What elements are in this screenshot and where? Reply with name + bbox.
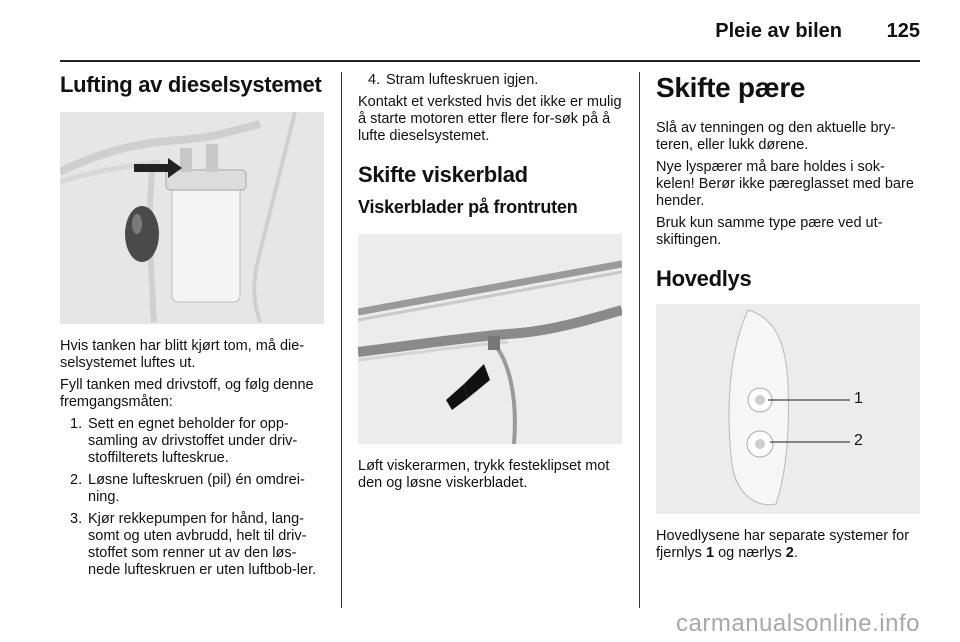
diesel-steps xyxy=(60,416,328,579)
step-text: Kjør rekkepumpen for hånd, lang-somt og uten avbrudd, helt til driv-stoffet som renner ut av den løs-nede lufteskruen er uten luftbob-ler. xyxy=(88,511,317,578)
step-text: Løsne lufteskruen (pil) én omdrei-ning. xyxy=(88,472,305,505)
step-item xyxy=(60,472,328,506)
diesel-heading: Lufting av dieselsystemet xyxy=(60,72,322,97)
column-bulb xyxy=(656,72,922,567)
bulb-heading: Skifte pære xyxy=(656,72,806,103)
workshop-paragraph: Kontakt et verksted hvis det ikke er mulig å starte motoren etter flere for-søk på å lufte dieselsystemet. xyxy=(358,94,622,144)
step-number: 4. xyxy=(368,72,381,88)
column-wiper xyxy=(358,72,626,497)
bulb-paragraph-3: Bruk kun samme type pære ved ut-skiftingen. xyxy=(656,215,883,248)
fuel-filter-drawing xyxy=(60,112,324,324)
step-number: 3. xyxy=(70,511,83,527)
step-number: 1. xyxy=(70,416,83,432)
bulb-paragraph-1: Slå av tenningen og den aktuelle bry-teren, eller lukk dørene. xyxy=(656,120,896,153)
headlight-image xyxy=(656,304,920,514)
headlight-heading: Hovedlys xyxy=(656,266,752,291)
caption-text: Hovedlysene har separate systemer for fjernlys xyxy=(656,528,910,561)
wiper-drawing xyxy=(358,234,622,444)
step-number: 2. xyxy=(70,472,83,488)
diesel-paragraph-2: Fyll tanken med drivstoff, og følg denne fremgangsmåten: xyxy=(60,377,314,410)
wiper-caption: Løft viskerarmen, trykk festeklipset mot den og løsne viskerbladet. xyxy=(358,458,610,491)
step-text: Sett en egnet beholder for opp-samling av drivstoffet under driv-stoffilterets lufteskrue. xyxy=(88,416,298,466)
callout-2: 2 xyxy=(854,432,863,449)
step-item xyxy=(60,416,328,467)
column-diesel-bleeding xyxy=(60,72,328,584)
diesel-paragraph-1: Hvis tanken har blitt kjørt tom, må die-selsystemet luftes ut. xyxy=(60,338,305,371)
watermark-text: carmanualsonline.info xyxy=(676,610,920,637)
step-item xyxy=(60,511,328,579)
section-title: Pleie av bilen xyxy=(715,20,842,42)
bulb-paragraph-2: Nye lyspærer må bare holdes i sok-kelen! Berør ikke pæreglasset med bare hender. xyxy=(656,159,914,209)
column-divider-1 xyxy=(341,72,342,608)
column-divider-2 xyxy=(639,72,640,608)
header-divider xyxy=(60,60,920,62)
caption-ref-1: 1 xyxy=(705,545,715,561)
fuel-filter-image xyxy=(60,112,324,324)
step-item xyxy=(358,72,626,89)
step-text: Stram lufteskruen igjen. xyxy=(386,72,539,88)
caption-text: og nærlys xyxy=(714,545,786,561)
page-number: 125 xyxy=(886,20,920,42)
wiper-image xyxy=(358,234,622,444)
callout-1: 1 xyxy=(854,390,863,407)
headlight-drawing xyxy=(656,304,920,514)
caption-ref-2: 2 xyxy=(785,545,794,561)
caption-text: . xyxy=(793,545,798,561)
wiper-heading: Skifte viskerblad xyxy=(358,162,528,187)
page-header xyxy=(0,0,960,62)
diesel-steps-continued xyxy=(358,72,626,89)
headlight-caption xyxy=(656,528,922,562)
wiper-subheading: Viskerblader på frontruten xyxy=(358,197,578,217)
